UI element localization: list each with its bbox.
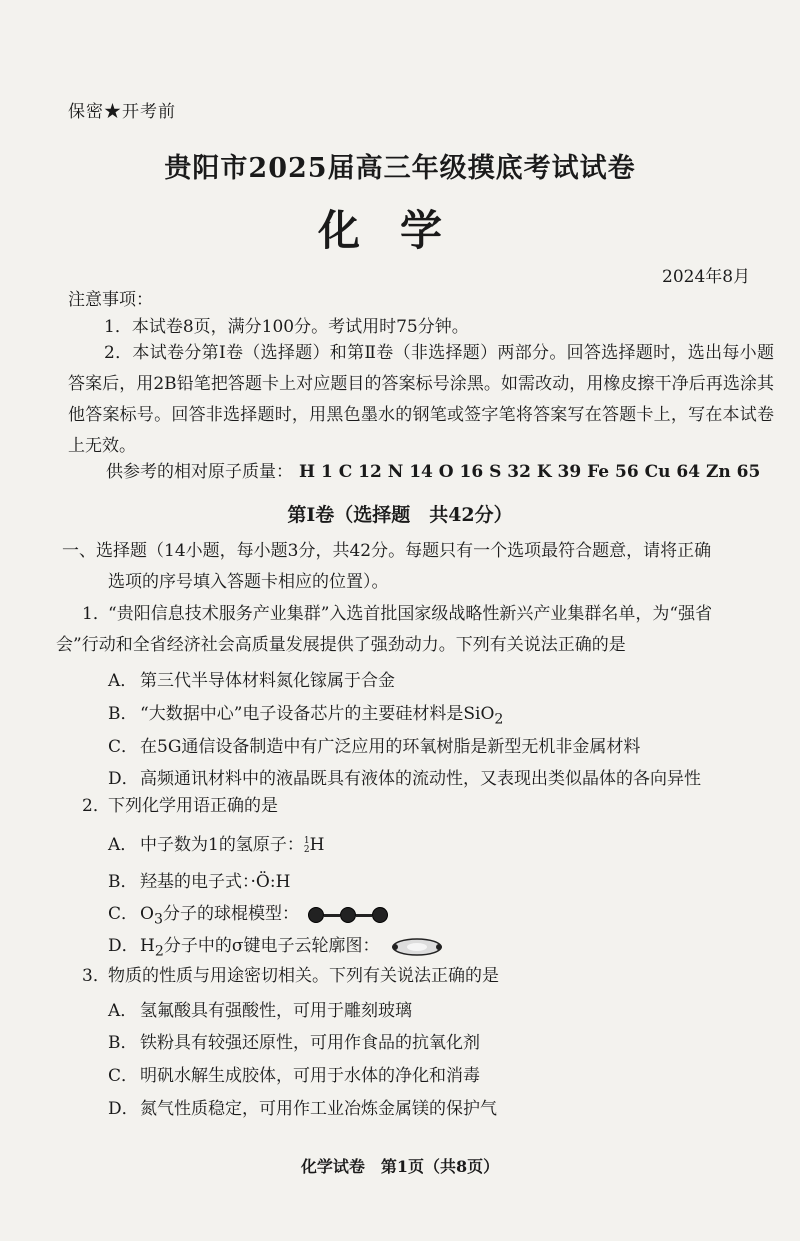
question-1-option-d: D．高频通讯材料中的液晶既具有液体的流动性，又表现出类似晶体的各向异性	[108, 769, 701, 789]
question-2-option-a: A． 中子数为1的氢原子：1 2H	[108, 835, 325, 855]
atomic-mass-line	[106, 457, 760, 482]
question-2-option-c: C． $O_3$分子的球棍模型：	[108, 899, 388, 927]
atomic-mass-label: 供参考的相对原子质量：	[106, 462, 293, 482]
exam-date: 2024年8月	[662, 267, 751, 287]
notice-item-1: 1．本试卷8页，满分100分。考试用时75分钟。	[104, 317, 469, 337]
confidential-mark: 保密★开考前	[68, 102, 176, 122]
notice-item-2: 2．本试卷分第Ⅰ卷（选择题）和第Ⅱ卷（非选择题）两部分。回答选择题时，选出每小题答案后，用2B铅笔把答题卡上对应题目的答案标号涂黑。如需改动，用橡皮擦干净后再选涂其他答案标号。回答非选择题时，用黑色墨水的钢笔或签字笔将答案写在答题卡上，写在本试卷上无效。	[68, 343, 774, 456]
model-stick	[356, 914, 372, 917]
question-1-option-c: C． 在5G通信设备制造中有广泛应用的环氧树脂是新型无机非金属材料	[108, 737, 641, 757]
model-stick	[324, 914, 340, 917]
hydroxyl-electron-formula: ·Ö:H	[250, 872, 291, 892]
model-ball	[372, 907, 388, 923]
subject-title: 化学	[317, 206, 482, 255]
atomic-mass-values: H 1 C 12 N 14 O 16 S 32 K 39 Fe 56 Cu 64 Zn 65	[299, 462, 761, 482]
page-footer: 化学试卷 第1页（共8页）	[300, 1157, 500, 1176]
isotope-notation: 1 2	[303, 835, 310, 855]
question-2-stem: 2．下列化学用语正确的是	[82, 796, 278, 816]
notice-heading: 注意事项：	[68, 290, 153, 310]
question-3-option-a: A． 氢氟酸具有强酸性，可用于雕刻玻璃	[108, 1001, 412, 1021]
question-3-stem: 3．物质的性质与用途密切相关。下列有关说法正确的是	[82, 966, 499, 986]
question-1-option-b: B． “大数据中心”电子设备芯片的主要硅材料是SiO$_2$	[108, 704, 504, 728]
model-ball	[340, 907, 356, 923]
question-1-stem: 1．“贵阳信息技术服务产业集群”入选首批国家级战略性新兴产业集群名单，为“强省 会”行动和全省经济社会高质量发展提供了强劲动力。下列有关说法正确的是	[56, 604, 713, 655]
question-3-option-c: C． 明矾水解生成胶体，可用于水体的净化和消毒	[108, 1066, 480, 1086]
ozone-ball-stick-model	[308, 905, 388, 925]
sigma-bond-electron-cloud-icon	[385, 937, 449, 957]
question-2-option-d: D．$H_2$分子中的σ键电子云轮廓图：	[108, 931, 449, 959]
part-instructions: 一、选择题（14小题，每小题3分，共42分。每题只有一个选项最符合题意，请将正确 选项的序号填入答题卡相应的位置）。	[62, 541, 712, 592]
question-3-option-b: B． 铁粉具有较强还原性，可用作食品的抗氧化剂	[108, 1033, 480, 1053]
exam-title: 贵阳市2025届高三年级摸底考试试卷	[164, 153, 636, 184]
section-heading: 第Ⅰ卷（选择题 共42分）	[287, 504, 513, 526]
model-ball	[308, 907, 324, 923]
question-1-option-a: A． 第三代半导体材料氮化镓属于合金	[108, 671, 395, 691]
question-2-option-b: B． 羟基的电子式：·Ö:H	[108, 872, 291, 892]
question-3-option-d: D．氮气性质稳定，可用作工业冶炼金属镁的保护气	[108, 1099, 497, 1119]
